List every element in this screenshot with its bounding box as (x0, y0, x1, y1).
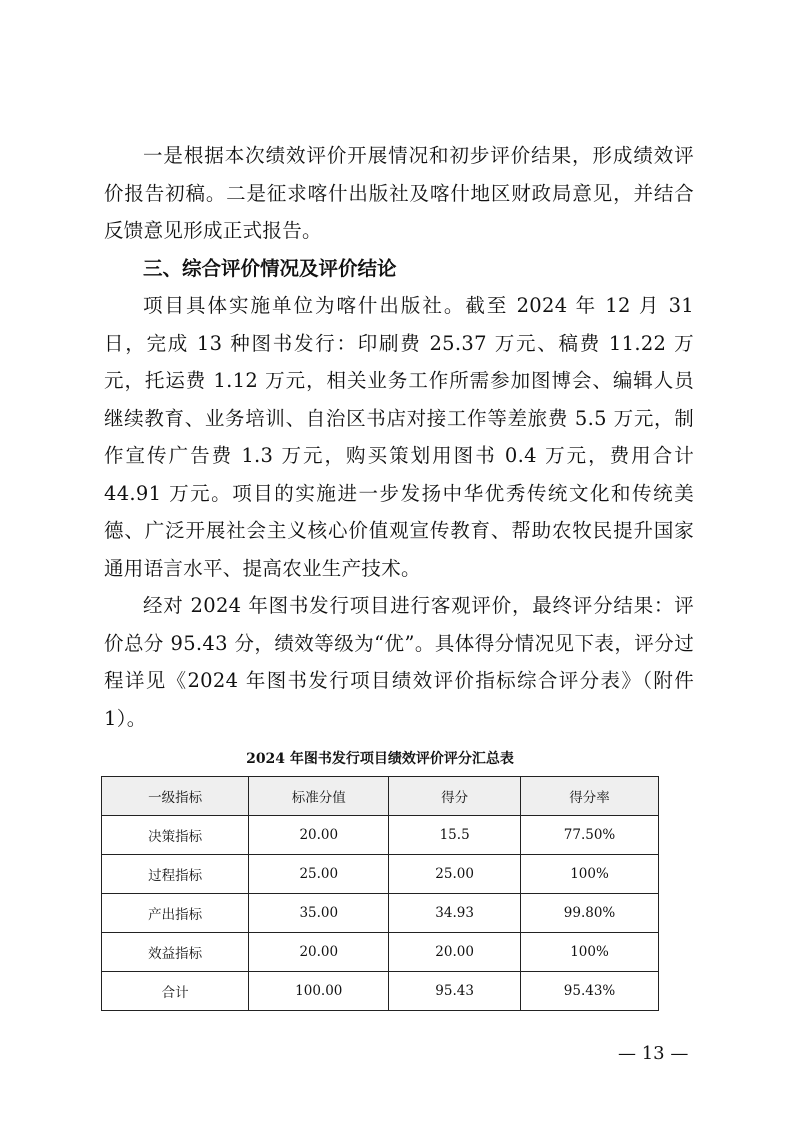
header-score-rate: 得分率 (521, 777, 659, 816)
header-standard-score: 标准分值 (249, 777, 389, 816)
table-title: 2024 年图书发行项目绩效评价评分汇总表 (246, 751, 514, 767)
section-heading-evaluation-conclusion: 三、综合评价情况及评价结论 (143, 257, 397, 280)
table-row-total (102, 972, 659, 1011)
cell-standard-score: 20.00 (249, 933, 389, 972)
cell-score: 95.43 (389, 972, 521, 1011)
score-summary-table (101, 776, 659, 1011)
cell-indicator: 决策指标 (102, 816, 249, 855)
page-number: — 13 — (618, 1043, 689, 1064)
table-row (102, 816, 659, 855)
table-row (102, 933, 659, 972)
cell-score: 25.00 (389, 855, 521, 894)
cell-score-rate: 99.80% (521, 894, 659, 933)
cell-indicator: 产出指标 (102, 894, 249, 933)
cell-standard-score: 20.00 (249, 816, 389, 855)
cell-indicator: 合计 (102, 972, 249, 1011)
cell-score-rate: 95.43% (521, 972, 659, 1011)
cell-indicator: 效益指标 (102, 933, 249, 972)
cell-standard-score: 100.00 (249, 972, 389, 1011)
cell-indicator: 过程指标 (102, 855, 249, 894)
table-header-row (102, 777, 659, 816)
cell-standard-score: 25.00 (249, 855, 389, 894)
cell-score: 34.93 (389, 894, 521, 933)
paragraph-project-implementation: 项目具体实施单位为喀什出版社。截至 2024 年 12 月 31 日，完成 13 种图书发行：印刷费 25.37 万元、稿费 11.22 万元，托运费 1.12 万元，相关业务工作所需参加图博会、编辑人员继续教育、业务培训、自治区书店对接工作等差旅费 5.5 万元，制作宣传广告费 1.3 万元，购买策划用图书 0.4 万元，费用合计 44.91 万元。项目的实施进一步发扬中华优秀传统文化和传统美德、广泛开展社会主义核心价值观宣传教育、帮助农牧民提升国家通用语言水平、提高农业生产技术。 (104, 294, 694, 580)
cell-score-rate: 100% (521, 855, 659, 894)
cell-score-rate: 100% (521, 933, 659, 972)
cell-score: 20.00 (389, 933, 521, 972)
cell-score: 15.5 (389, 816, 521, 855)
table-row (102, 894, 659, 933)
cell-standard-score: 35.00 (249, 894, 389, 933)
paragraph-evaluation-result: 经对 2024 年图书发行项目进行客观评价，最终评分结果：评价总分 95.43 分，绩效等级为“优”。具体得分情况见下表，评分过程详见《2024 年图书发行项目绩效评价指标综合评分表》（附件 1）。 (104, 594, 694, 730)
table-row (102, 855, 659, 894)
header-indicator: 一级指标 (102, 777, 249, 816)
cell-score-rate: 77.50% (521, 816, 659, 855)
header-score: 得分 (389, 777, 521, 816)
paragraph-report-drafting: 一是根据本次绩效评价开展情况和初步评价结果，形成绩效评价报告初稿。二是征求喀什出版社及喀什地区财政局意见，并结合反馈意见形成正式报告。 (104, 144, 694, 242)
